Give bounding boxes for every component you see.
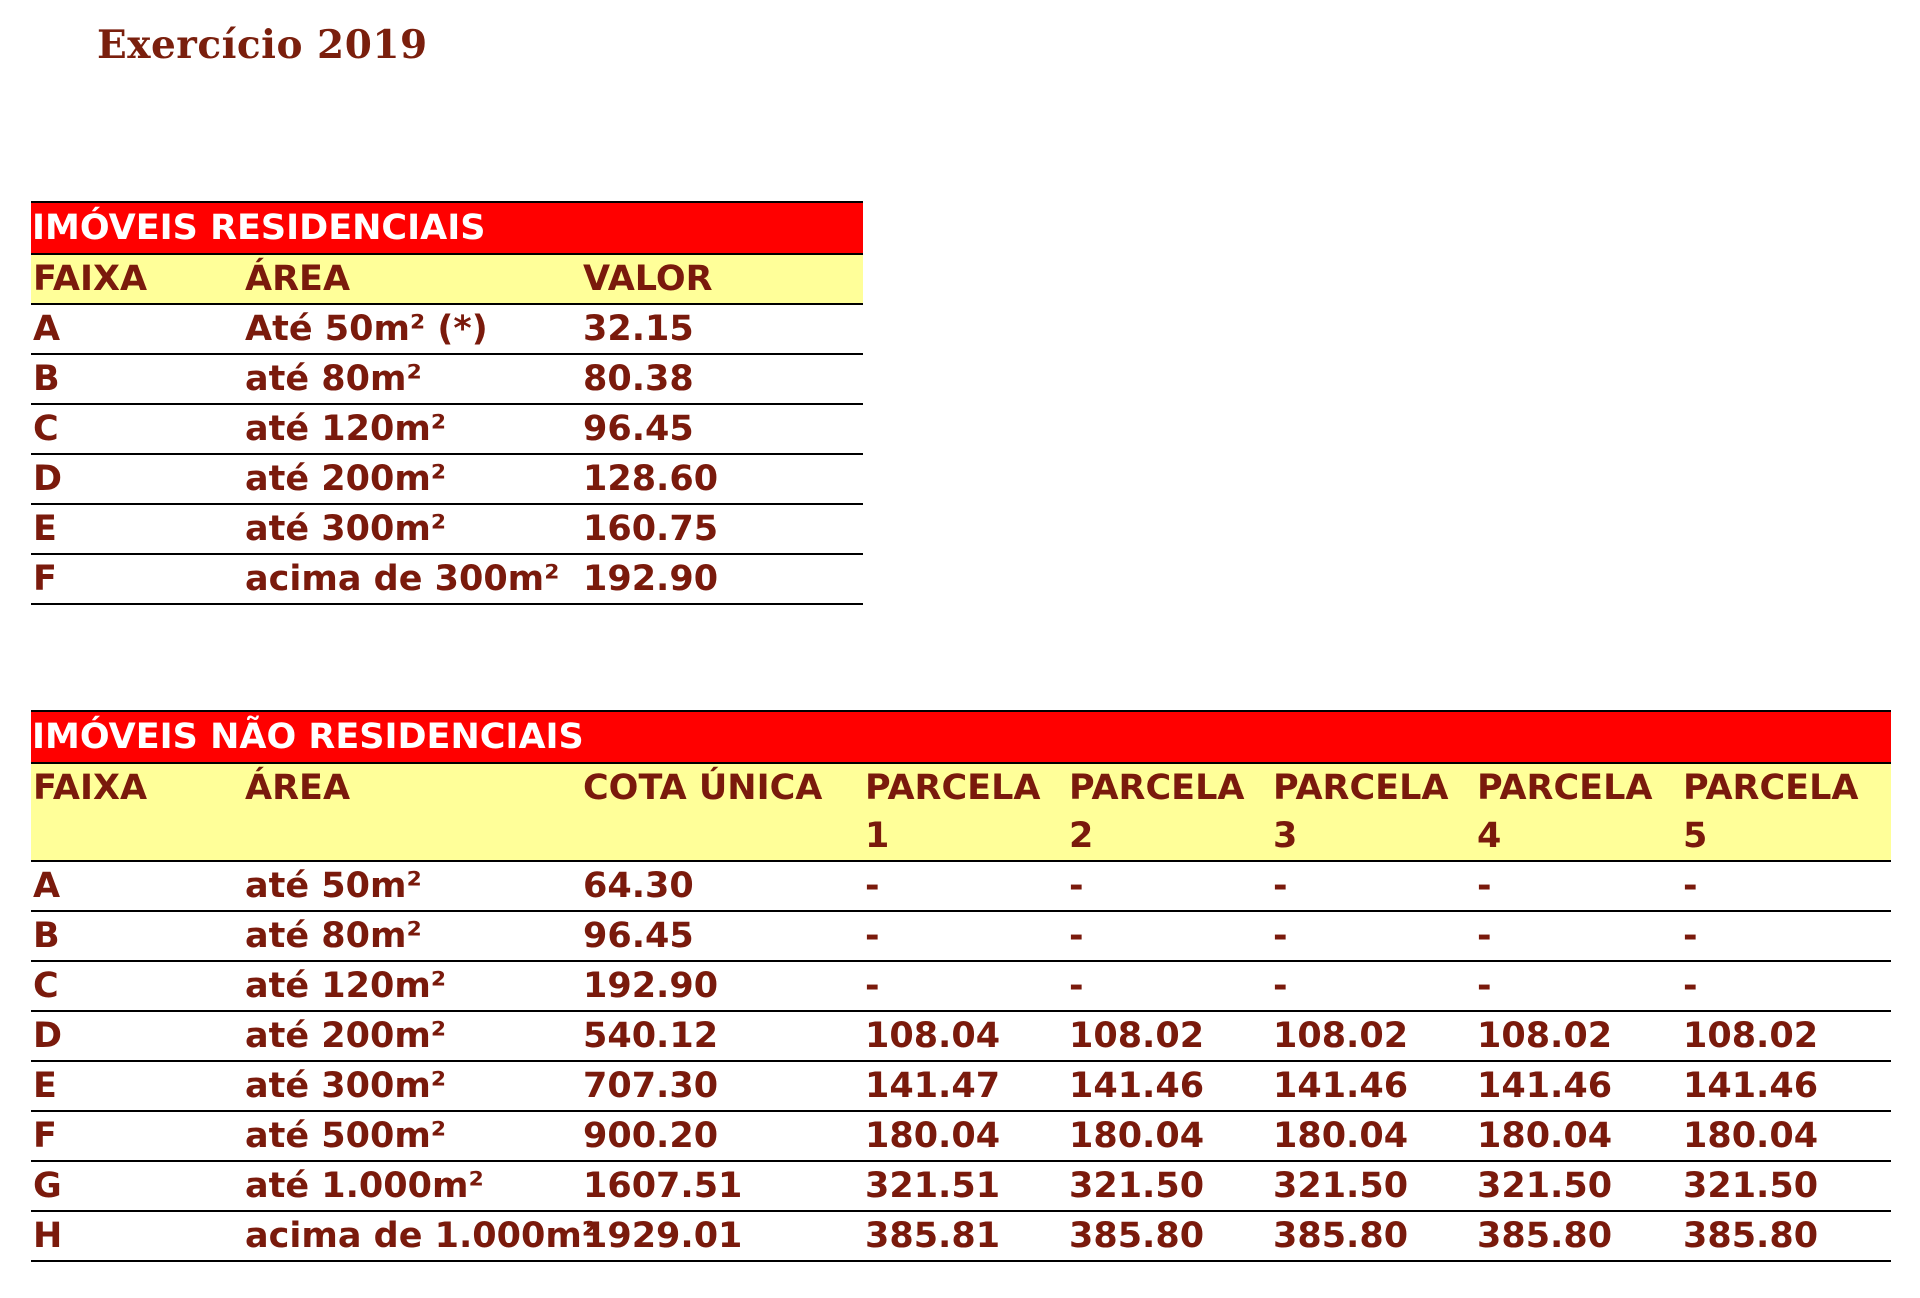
valor-cell: 80.38	[581, 354, 863, 404]
faixa-cell: F	[31, 554, 243, 604]
parcela-5-cell: 108.02	[1681, 1011, 1891, 1061]
column-header-cota-unica: COTA ÚNICA	[581, 763, 863, 861]
column-header-parcela-5: PARCELA 5	[1681, 763, 1891, 861]
parcela-5-cell: 385.80	[1681, 1211, 1891, 1261]
parcela-3-cell: 180.04	[1271, 1111, 1475, 1161]
parcela-1-cell: 108.04	[863, 1011, 1067, 1061]
cota-unica-cell: 96.45	[581, 911, 863, 961]
parcela-4-cell: -	[1475, 911, 1681, 961]
column-header-parcela-3: PARCELA 3	[1271, 763, 1475, 861]
cota-unica-cell: 64.30	[581, 861, 863, 911]
table-row	[31, 1061, 1891, 1111]
non-residential-header-row	[31, 763, 1891, 861]
faixa-cell: D	[31, 1011, 243, 1061]
area-cell: acima de 1.000m²	[243, 1211, 581, 1261]
faixa-cell: B	[31, 354, 243, 404]
residential-table	[31, 201, 863, 605]
parcela-2-cell: -	[1067, 861, 1271, 911]
cota-unica-cell: 192.90	[581, 961, 863, 1011]
column-header-parcela-4: PARCELA 4	[1475, 763, 1681, 861]
valor-cell: 32.15	[581, 304, 863, 354]
parcela-5-cell: -	[1681, 961, 1891, 1011]
non-residential-title: IMÓVEIS NÃO RESIDENCIAIS	[31, 711, 1891, 763]
cota-unica-cell: 707.30	[581, 1061, 863, 1111]
table-row	[31, 1111, 1891, 1161]
parcela-2-cell: 385.80	[1067, 1211, 1271, 1261]
table-row	[31, 404, 863, 454]
table-row	[31, 304, 863, 354]
column-header-faixa: FAIXA	[31, 254, 243, 304]
cota-unica-cell: 1929.01	[581, 1211, 863, 1261]
parcela-4-cell: 385.80	[1475, 1211, 1681, 1261]
column-header-parcela-1: PARCELA 1	[863, 763, 1067, 861]
area-cell: até 200m²	[243, 454, 581, 504]
faixa-cell: E	[31, 504, 243, 554]
parcela-1-cell: 141.47	[863, 1061, 1067, 1111]
parcela-5-cell: 141.46	[1681, 1061, 1891, 1111]
cota-unica-cell: 900.20	[581, 1111, 863, 1161]
parcela-3-cell: 321.50	[1271, 1161, 1475, 1211]
parcela-2-cell: 321.50	[1067, 1161, 1271, 1211]
parcela-3-cell: -	[1271, 911, 1475, 961]
parcela-3-cell: 385.80	[1271, 1211, 1475, 1261]
table-row	[31, 1211, 1891, 1261]
parcela-5-cell: -	[1681, 861, 1891, 911]
area-cell: até 120m²	[243, 961, 581, 1011]
faixa-cell: H	[31, 1211, 243, 1261]
area-cell: até 1.000m²	[243, 1161, 581, 1211]
area-cell: Até 50m² (*)	[243, 304, 581, 354]
parcela-4-cell: 108.02	[1475, 1011, 1681, 1061]
faixa-cell: A	[31, 861, 243, 911]
area-cell: até 80m²	[243, 911, 581, 961]
parcela-3-cell: -	[1271, 961, 1475, 1011]
parcela-4-cell: 321.50	[1475, 1161, 1681, 1211]
parcela-3-cell: -	[1271, 861, 1475, 911]
parcela-1-cell: 321.51	[863, 1161, 1067, 1211]
parcela-2-cell: -	[1067, 911, 1271, 961]
page-title: Exercício 2019	[97, 22, 428, 68]
table-row	[31, 911, 1891, 961]
table-row	[31, 1161, 1891, 1211]
parcela-1-cell: -	[863, 861, 1067, 911]
faixa-cell: G	[31, 1161, 243, 1211]
cota-unica-cell: 540.12	[581, 1011, 863, 1061]
area-cell: até 120m²	[243, 404, 581, 454]
area-cell: até 300m²	[243, 504, 581, 554]
parcela-1-cell: -	[863, 961, 1067, 1011]
parcela-5-cell: -	[1681, 911, 1891, 961]
faixa-cell: E	[31, 1061, 243, 1111]
area-cell: até 50m²	[243, 861, 581, 911]
parcela-5-cell: 180.04	[1681, 1111, 1891, 1161]
table-row	[31, 861, 1891, 911]
area-cell: até 200m²	[243, 1011, 581, 1061]
parcela-2-cell: -	[1067, 961, 1271, 1011]
column-header-area: ÁREA	[243, 763, 581, 861]
table-row	[31, 354, 863, 404]
residential-header-row	[31, 254, 863, 304]
area-cell: acima de 300m²	[243, 554, 581, 604]
column-header-parcela-2: PARCELA 2	[1067, 763, 1271, 861]
parcela-3-cell: 141.46	[1271, 1061, 1475, 1111]
area-cell: até 300m²	[243, 1061, 581, 1111]
parcela-5-cell: 321.50	[1681, 1161, 1891, 1211]
area-cell: até 500m²	[243, 1111, 581, 1161]
cota-unica-cell: 1607.51	[581, 1161, 863, 1211]
parcela-4-cell: -	[1475, 961, 1681, 1011]
faixa-cell: A	[31, 304, 243, 354]
faixa-cell: F	[31, 1111, 243, 1161]
table-row	[31, 1011, 1891, 1061]
valor-cell: 128.60	[581, 454, 863, 504]
area-cell: até 80m²	[243, 354, 581, 404]
parcela-2-cell: 141.46	[1067, 1061, 1271, 1111]
valor-cell: 160.75	[581, 504, 863, 554]
parcela-1-cell: 180.04	[863, 1111, 1067, 1161]
valor-cell: 192.90	[581, 554, 863, 604]
residential-title: IMÓVEIS RESIDENCIAIS	[31, 202, 863, 254]
column-header-valor: VALOR	[581, 254, 863, 304]
parcela-4-cell: -	[1475, 861, 1681, 911]
table-row	[31, 454, 863, 504]
table-row	[31, 504, 863, 554]
faixa-cell: B	[31, 911, 243, 961]
table-row	[31, 554, 863, 604]
column-header-faixa: FAIXA	[31, 763, 243, 861]
column-header-area: ÁREA	[243, 254, 581, 304]
parcela-4-cell: 180.04	[1475, 1111, 1681, 1161]
parcela-2-cell: 108.02	[1067, 1011, 1271, 1061]
parcela-2-cell: 180.04	[1067, 1111, 1271, 1161]
faixa-cell: D	[31, 454, 243, 504]
faixa-cell: C	[31, 404, 243, 454]
parcela-1-cell: -	[863, 911, 1067, 961]
parcela-3-cell: 108.02	[1271, 1011, 1475, 1061]
parcela-1-cell: 385.81	[863, 1211, 1067, 1261]
residential-title-row	[31, 202, 863, 254]
table-row	[31, 961, 1891, 1011]
non-residential-table	[31, 710, 1891, 1262]
parcela-4-cell: 141.46	[1475, 1061, 1681, 1111]
non-residential-title-row	[31, 711, 1891, 763]
valor-cell: 96.45	[581, 404, 863, 454]
faixa-cell: C	[31, 961, 243, 1011]
